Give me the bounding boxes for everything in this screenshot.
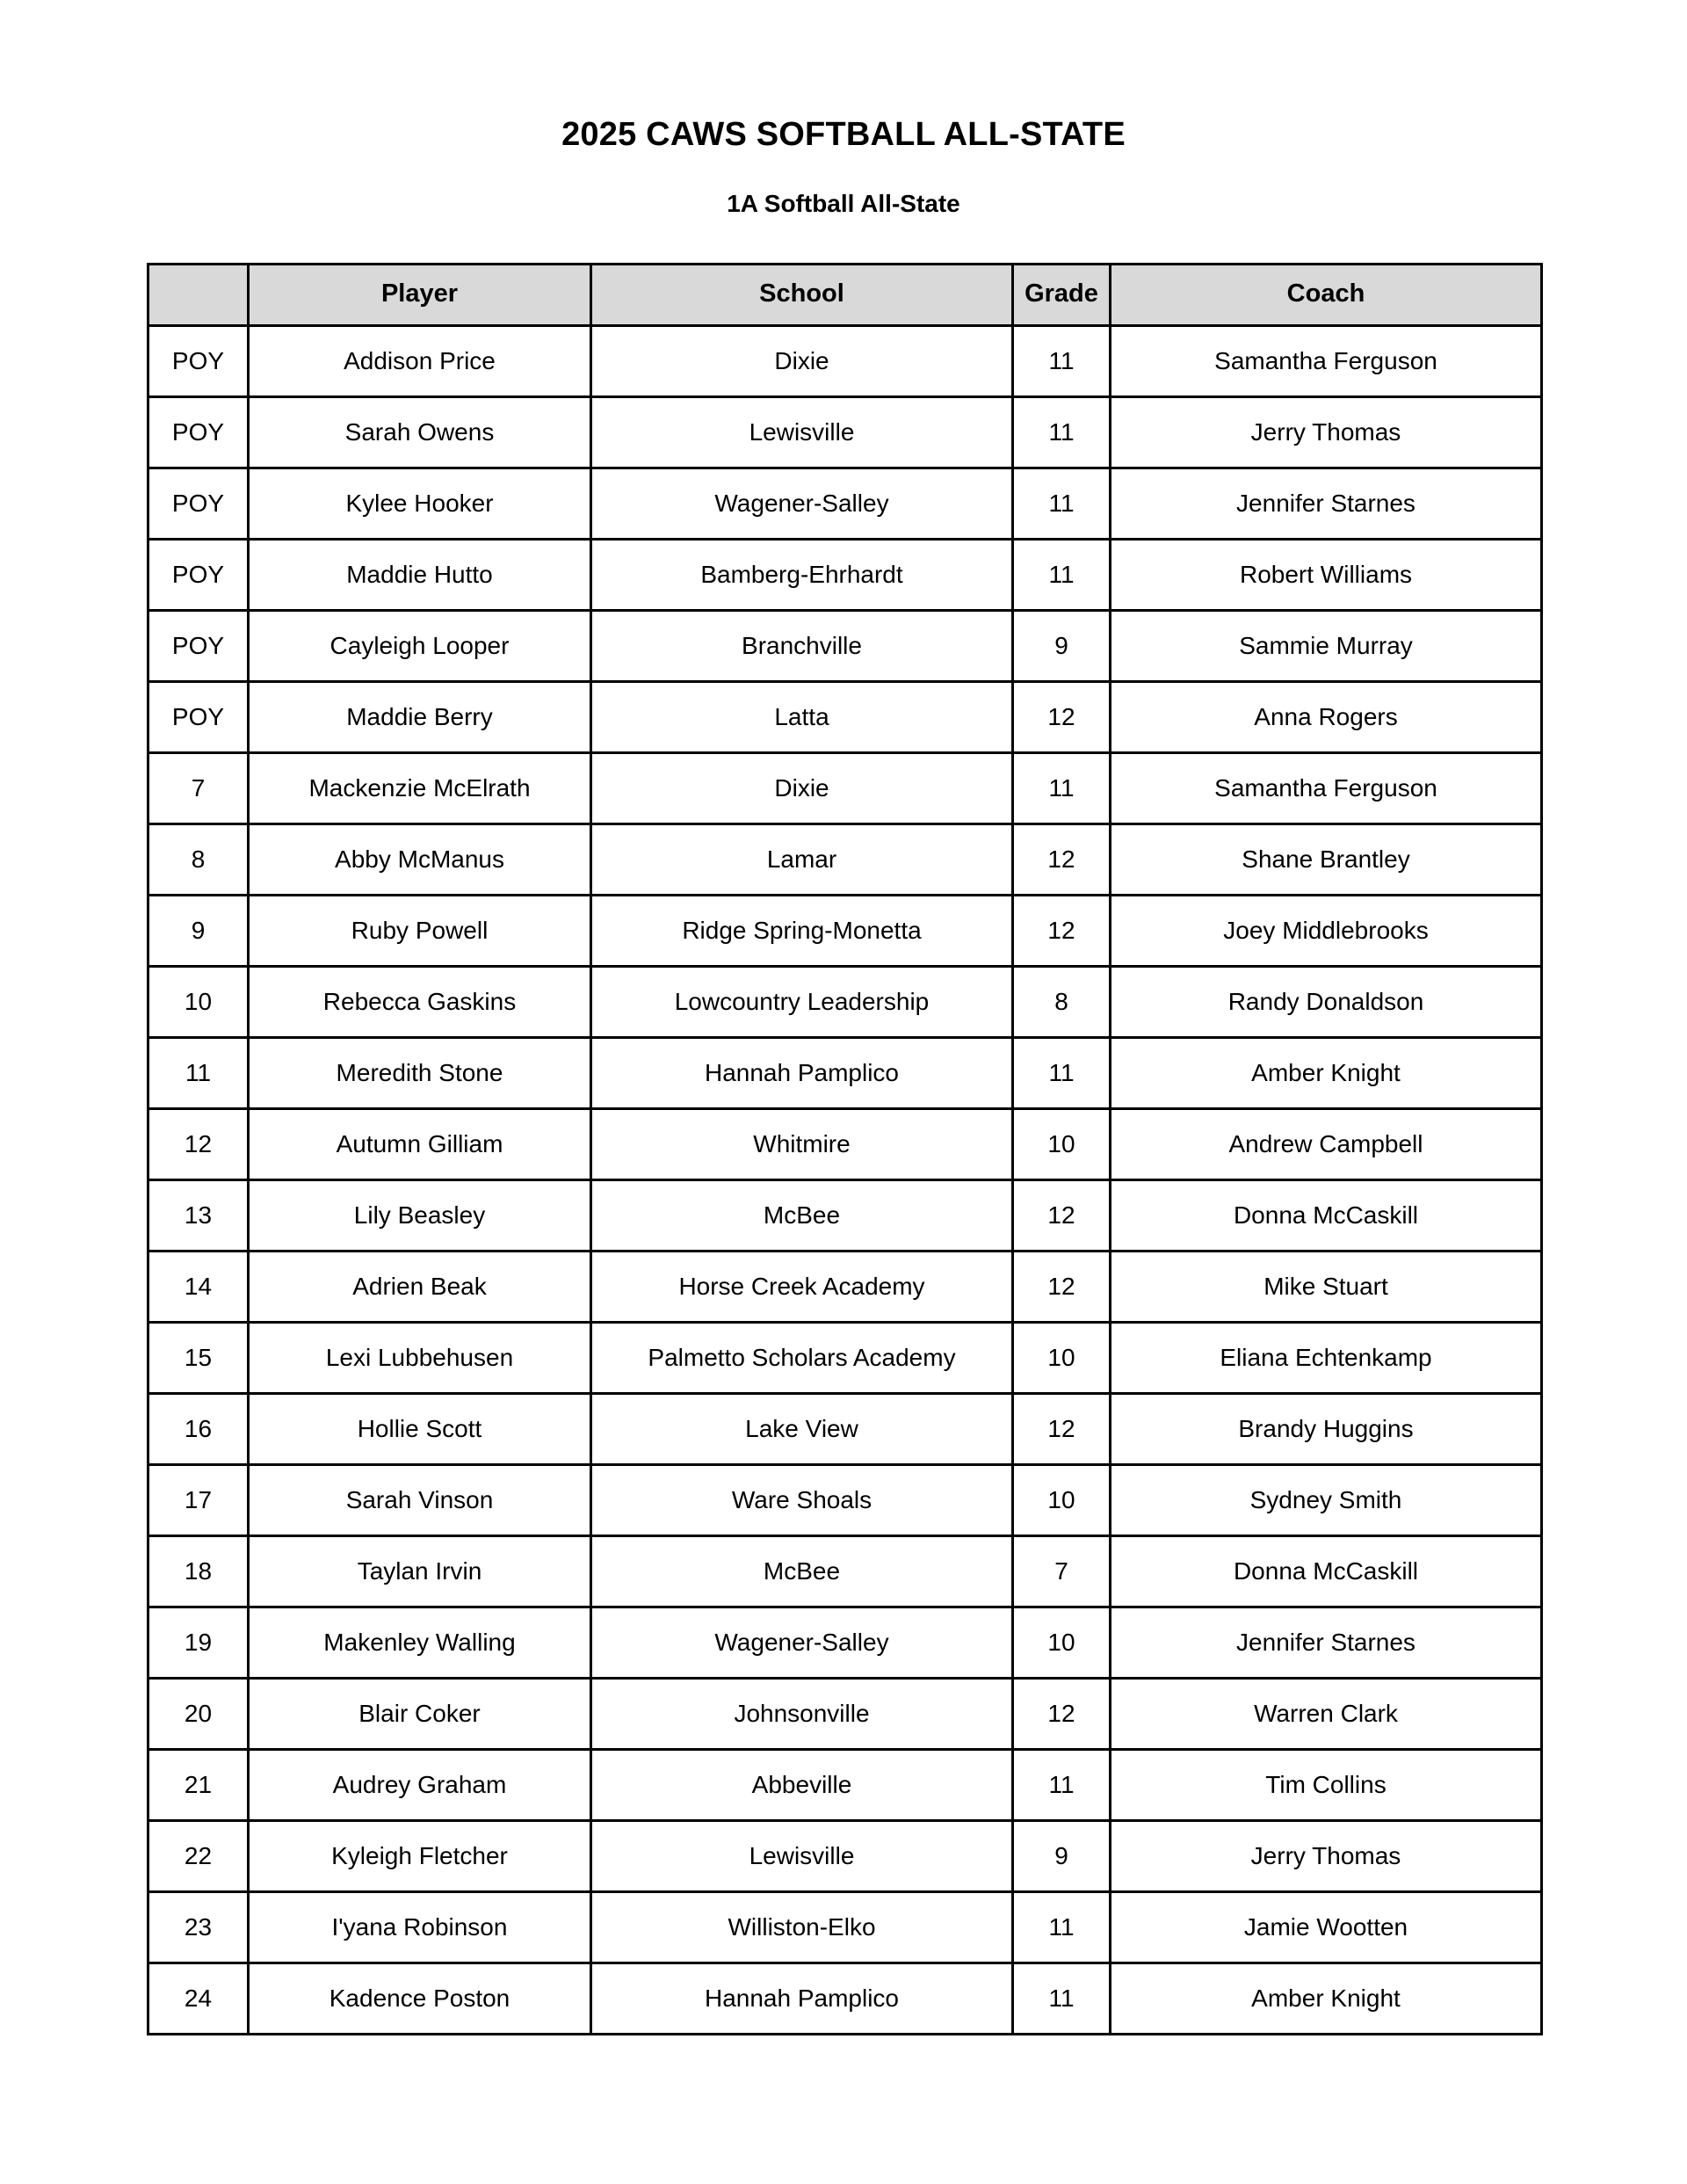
table-row bbox=[148, 1108, 1542, 1179]
cell-school: Hannah Pamplico bbox=[591, 1963, 1013, 2034]
cell-school: McBee bbox=[591, 1535, 1013, 1607]
cell-grade: 12 bbox=[1013, 824, 1111, 895]
cell-grade: 11 bbox=[1013, 1891, 1111, 1963]
cell-player: Cayleigh Looper bbox=[249, 610, 591, 681]
table-row bbox=[148, 1464, 1542, 1535]
cell-coach: Jerry Thomas bbox=[1111, 396, 1542, 468]
cell-player: Mackenzie McElrath bbox=[249, 752, 591, 824]
cell-coach: Jerry Thomas bbox=[1111, 1820, 1542, 1891]
cell-player: Hollie Scott bbox=[249, 1393, 591, 1464]
cell-coach: Jamie Wootten bbox=[1111, 1891, 1542, 1963]
cell-rank: POY bbox=[148, 468, 249, 539]
cell-coach: Brandy Huggins bbox=[1111, 1393, 1542, 1464]
cell-coach: Eliana Echtenkamp bbox=[1111, 1322, 1542, 1393]
cell-rank: POY bbox=[148, 539, 249, 610]
table-row bbox=[148, 1749, 1542, 1820]
column-header-player: Player bbox=[249, 264, 591, 325]
cell-grade: 10 bbox=[1013, 1322, 1111, 1393]
table-row bbox=[148, 1393, 1542, 1464]
cell-rank: 12 bbox=[148, 1108, 249, 1179]
cell-school: Lake View bbox=[591, 1393, 1013, 1464]
cell-rank: POY bbox=[148, 681, 249, 752]
table-row bbox=[148, 1607, 1542, 1678]
column-header-coach: Coach bbox=[1111, 264, 1542, 325]
cell-school: Wagener-Salley bbox=[591, 1607, 1013, 1678]
cell-grade: 10 bbox=[1013, 1464, 1111, 1535]
cell-player: Ruby Powell bbox=[249, 895, 591, 966]
cell-grade: 7 bbox=[1013, 1535, 1111, 1607]
cell-player: Kylee Hooker bbox=[249, 468, 591, 539]
table-row bbox=[148, 1322, 1542, 1393]
cell-rank: POY bbox=[148, 610, 249, 681]
table-row bbox=[148, 1963, 1542, 2034]
cell-school: Latta bbox=[591, 681, 1013, 752]
cell-school: Williston-Elko bbox=[591, 1891, 1013, 1963]
cell-player: Taylan Irvin bbox=[249, 1535, 591, 1607]
cell-player: Abby McManus bbox=[249, 824, 591, 895]
cell-grade: 11 bbox=[1013, 396, 1111, 468]
column-header-school: School bbox=[591, 264, 1013, 325]
cell-player: Sarah Owens bbox=[249, 396, 591, 468]
cell-school: Lewisville bbox=[591, 1820, 1013, 1891]
cell-coach: Jennifer Starnes bbox=[1111, 468, 1542, 539]
cell-coach: Sammie Murray bbox=[1111, 610, 1542, 681]
cell-rank: 11 bbox=[148, 1037, 249, 1108]
cell-grade: 12 bbox=[1013, 895, 1111, 966]
cell-coach: Shane Brantley bbox=[1111, 824, 1542, 895]
cell-school: Johnsonville bbox=[591, 1678, 1013, 1749]
all-state-table bbox=[147, 263, 1543, 2035]
cell-rank: 20 bbox=[148, 1678, 249, 1749]
cell-grade: 11 bbox=[1013, 1037, 1111, 1108]
cell-rank: 13 bbox=[148, 1179, 249, 1251]
cell-school: Horse Creek Academy bbox=[591, 1251, 1013, 1322]
cell-school: Lamar bbox=[591, 824, 1013, 895]
cell-grade: 9 bbox=[1013, 610, 1111, 681]
cell-school: Dixie bbox=[591, 325, 1013, 396]
cell-school: Ridge Spring-Monetta bbox=[591, 895, 1013, 966]
table-row bbox=[148, 1891, 1542, 1963]
cell-player: Makenley Walling bbox=[249, 1607, 591, 1678]
cell-rank: 8 bbox=[148, 824, 249, 895]
cell-coach: Randy Donaldson bbox=[1111, 966, 1542, 1037]
cell-coach: Joey Middlebrooks bbox=[1111, 895, 1542, 966]
cell-coach: Amber Knight bbox=[1111, 1037, 1542, 1108]
cell-grade: 10 bbox=[1013, 1607, 1111, 1678]
cell-player: Blair Coker bbox=[249, 1678, 591, 1749]
cell-grade: 11 bbox=[1013, 468, 1111, 539]
cell-rank: 16 bbox=[148, 1393, 249, 1464]
table-row bbox=[148, 1037, 1542, 1108]
cell-coach: Warren Clark bbox=[1111, 1678, 1542, 1749]
cell-school: Hannah Pamplico bbox=[591, 1037, 1013, 1108]
cell-grade: 12 bbox=[1013, 1179, 1111, 1251]
cell-rank: 24 bbox=[148, 1963, 249, 2034]
cell-player: I'yana Robinson bbox=[249, 1891, 591, 1963]
table-row bbox=[148, 1678, 1542, 1749]
cell-player: Sarah Vinson bbox=[249, 1464, 591, 1535]
table-header-row bbox=[148, 264, 1542, 325]
cell-rank: 14 bbox=[148, 1251, 249, 1322]
cell-rank: 19 bbox=[148, 1607, 249, 1678]
page-subtitle: 1A Softball All-State bbox=[727, 189, 960, 217]
cell-player: Meredith Stone bbox=[249, 1037, 591, 1108]
cell-school: Dixie bbox=[591, 752, 1013, 824]
cell-grade: 11 bbox=[1013, 1963, 1111, 2034]
table-row bbox=[148, 752, 1542, 824]
table-body bbox=[148, 325, 1542, 2034]
cell-coach: Mike Stuart bbox=[1111, 1251, 1542, 1322]
table-row bbox=[148, 468, 1542, 539]
cell-grade: 12 bbox=[1013, 681, 1111, 752]
page-title: 2025 CAWS SOFTBALL ALL-STATE bbox=[561, 116, 1126, 153]
table-row bbox=[148, 325, 1542, 396]
cell-rank: 7 bbox=[148, 752, 249, 824]
table-row bbox=[148, 1251, 1542, 1322]
cell-school: Whitmire bbox=[591, 1108, 1013, 1179]
table-row bbox=[148, 1820, 1542, 1891]
cell-school: Lewisville bbox=[591, 396, 1013, 468]
cell-rank: 9 bbox=[148, 895, 249, 966]
table-row bbox=[148, 895, 1542, 966]
cell-rank: 18 bbox=[148, 1535, 249, 1607]
cell-coach: Jennifer Starnes bbox=[1111, 1607, 1542, 1678]
cell-grade: 8 bbox=[1013, 966, 1111, 1037]
cell-school: Lowcountry Leadership bbox=[591, 966, 1013, 1037]
cell-grade: 11 bbox=[1013, 752, 1111, 824]
table-row bbox=[148, 681, 1542, 752]
cell-grade: 11 bbox=[1013, 325, 1111, 396]
cell-player: Autumn Gilliam bbox=[249, 1108, 591, 1179]
cell-grade: 11 bbox=[1013, 539, 1111, 610]
cell-school: Ware Shoals bbox=[591, 1464, 1013, 1535]
cell-grade: 11 bbox=[1013, 1749, 1111, 1820]
cell-rank: POY bbox=[148, 396, 249, 468]
cell-school: Abbeville bbox=[591, 1749, 1013, 1820]
cell-grade: 9 bbox=[1013, 1820, 1111, 1891]
cell-player: Audrey Graham bbox=[249, 1749, 591, 1820]
cell-coach: Tim Collins bbox=[1111, 1749, 1542, 1820]
table-header bbox=[148, 264, 1542, 325]
column-header-rank bbox=[148, 264, 249, 325]
table-row bbox=[148, 539, 1542, 610]
cell-player: Lexi Lubbehusen bbox=[249, 1322, 591, 1393]
table-row bbox=[148, 966, 1542, 1037]
cell-coach: Donna McCaskill bbox=[1111, 1535, 1542, 1607]
cell-school: McBee bbox=[591, 1179, 1013, 1251]
cell-rank: 21 bbox=[148, 1749, 249, 1820]
cell-player: Maddie Hutto bbox=[249, 539, 591, 610]
cell-player: Kadence Poston bbox=[249, 1963, 591, 2034]
all-state-table-container bbox=[147, 218, 1540, 2035]
cell-rank: 22 bbox=[148, 1820, 249, 1891]
table-row bbox=[148, 396, 1542, 468]
cell-player: Rebecca Gaskins bbox=[249, 966, 591, 1037]
cell-coach: Sydney Smith bbox=[1111, 1464, 1542, 1535]
cell-rank: POY bbox=[148, 325, 249, 396]
column-header-grade: Grade bbox=[1013, 264, 1111, 325]
table-row bbox=[148, 1179, 1542, 1251]
cell-player: Lily Beasley bbox=[249, 1179, 591, 1251]
cell-grade: 12 bbox=[1013, 1251, 1111, 1322]
cell-rank: 15 bbox=[148, 1322, 249, 1393]
cell-coach: Donna McCaskill bbox=[1111, 1179, 1542, 1251]
table-row bbox=[148, 824, 1542, 895]
cell-rank: 23 bbox=[148, 1891, 249, 1963]
cell-coach: Samantha Ferguson bbox=[1111, 325, 1542, 396]
cell-rank: 17 bbox=[148, 1464, 249, 1535]
cell-player: Addison Price bbox=[249, 325, 591, 396]
cell-player: Maddie Berry bbox=[249, 681, 591, 752]
cell-rank: 10 bbox=[148, 966, 249, 1037]
cell-grade: 12 bbox=[1013, 1678, 1111, 1749]
table-row bbox=[148, 610, 1542, 681]
cell-school: Wagener-Salley bbox=[591, 468, 1013, 539]
cell-coach: Andrew Campbell bbox=[1111, 1108, 1542, 1179]
cell-coach: Samantha Ferguson bbox=[1111, 752, 1542, 824]
cell-player: Kyleigh Fletcher bbox=[249, 1820, 591, 1891]
cell-school: Branchville bbox=[591, 610, 1013, 681]
cell-coach: Anna Rogers bbox=[1111, 681, 1542, 752]
cell-school: Bamberg-Ehrhardt bbox=[591, 539, 1013, 610]
cell-coach: Amber Knight bbox=[1111, 1963, 1542, 2034]
cell-coach: Robert Williams bbox=[1111, 539, 1542, 610]
cell-grade: 10 bbox=[1013, 1108, 1111, 1179]
cell-grade: 12 bbox=[1013, 1393, 1111, 1464]
cell-player: Adrien Beak bbox=[249, 1251, 591, 1322]
table-row bbox=[148, 1535, 1542, 1607]
cell-school: Palmetto Scholars Academy bbox=[591, 1322, 1013, 1393]
